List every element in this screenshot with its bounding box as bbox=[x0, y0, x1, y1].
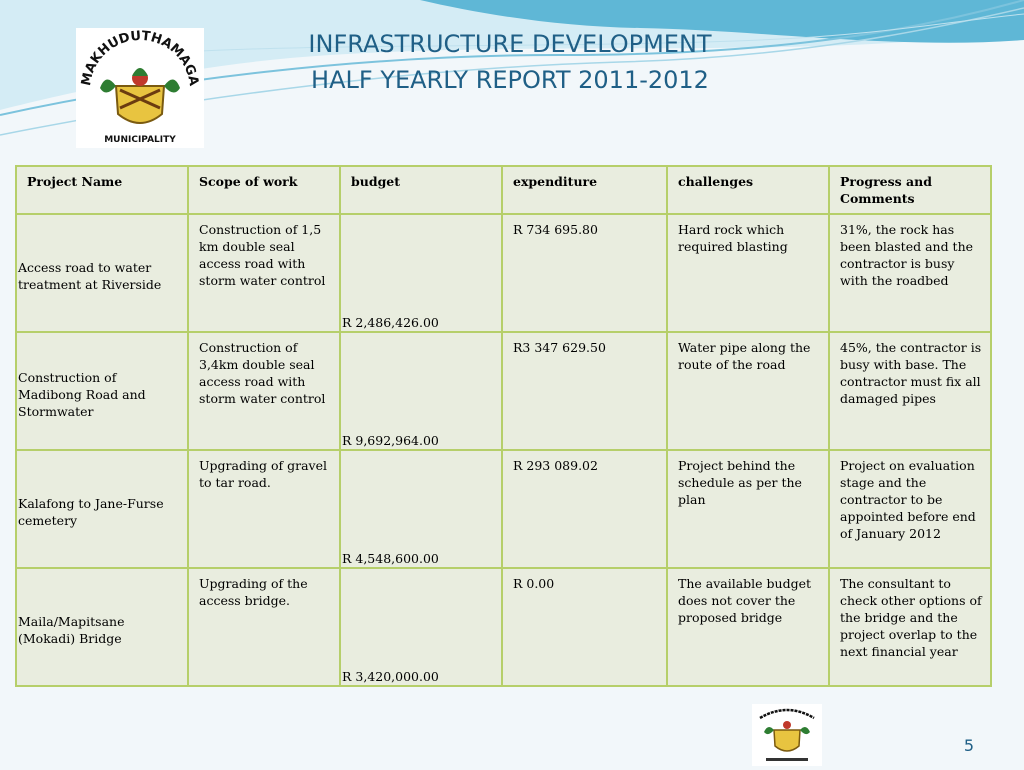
challenges-cell: Hard rock which required blasting bbox=[667, 214, 829, 332]
logo-text-top: MAKHUDUTHAMAGA bbox=[78, 28, 201, 88]
expenditure-cell: R 734 695.80 bbox=[502, 214, 667, 332]
progress-cell: 31%, the rock has been blasted and the contractor is busy with the roadbed bbox=[829, 214, 991, 332]
budget-cell: R 4,548,600.00 bbox=[340, 450, 502, 568]
progress-cell: The consultant to check other options of the bridge and the project overlap to the next financial year bbox=[829, 568, 991, 686]
challenges-cell: Water pipe along the route of the road bbox=[667, 332, 829, 450]
page-title-line1: INFRASTRUCTURE DEVELOPMENT bbox=[308, 30, 712, 58]
challenges-cell: The available budget does not cover the proposed bridge bbox=[667, 568, 829, 686]
infrastructure-projects-table bbox=[15, 165, 992, 687]
table-header-row bbox=[16, 166, 991, 214]
project-name-cell: Kalafong to Jane-Furse cemetery bbox=[16, 450, 188, 568]
table-row bbox=[16, 332, 991, 450]
logo-text-bottom: MUNICIPALITY bbox=[104, 135, 176, 145]
page-title-line2: HALF YEARLY REPORT 2011-2012 bbox=[311, 66, 709, 94]
table-row bbox=[16, 568, 991, 686]
progress-cell: 45%, the contractor is busy with base. The contractor must fix all damaged pipes bbox=[829, 332, 991, 450]
scope-cell: Construction of 1,5 km double seal access road with storm water control bbox=[188, 214, 340, 332]
column-header-scope: Scope of work bbox=[188, 166, 340, 214]
municipality-logo bbox=[76, 28, 204, 148]
challenges-cell: Project behind the schedule as per the plan bbox=[667, 450, 829, 568]
budget-cell: R 9,692,964.00 bbox=[340, 332, 502, 450]
budget-cell: R 3,420,000.00 bbox=[340, 568, 502, 686]
table-row bbox=[16, 214, 991, 332]
expenditure-cell: R3 347 629.50 bbox=[502, 332, 667, 450]
column-header-project-name: Project Name bbox=[16, 166, 188, 214]
expenditure-cell: R 293 089.02 bbox=[502, 450, 667, 568]
column-header-budget: budget bbox=[340, 166, 502, 214]
table-row bbox=[16, 450, 991, 568]
page-number: 5 bbox=[963, 736, 974, 755]
scope-cell: Upgrading of gravel to tar road. bbox=[188, 450, 340, 568]
progress-cell: Project on evaluation stage and the contractor to be appointed before end of January 2012 bbox=[829, 450, 991, 568]
project-name-cell: Maila/Mapitsane (Mokadi) Bridge bbox=[16, 568, 188, 686]
expenditure-cell: R 0.00 bbox=[502, 568, 667, 686]
column-header-progress: Progress and Comments bbox=[829, 166, 991, 214]
column-header-challenges: challenges bbox=[667, 166, 829, 214]
footer-logo bbox=[752, 704, 822, 766]
scope-cell: Construction of 3,4km double seal access road with storm water control bbox=[188, 332, 340, 450]
budget-cell: R 2,486,426.00 bbox=[340, 214, 502, 332]
project-name-cell: Construction of Madibong Road and Stormwater bbox=[16, 332, 188, 450]
scope-cell: Upgrading of the access bridge. bbox=[188, 568, 340, 686]
project-name-cell: Access road to water treatment at Riverside bbox=[16, 214, 188, 332]
column-header-expenditure: expenditure bbox=[502, 166, 667, 214]
